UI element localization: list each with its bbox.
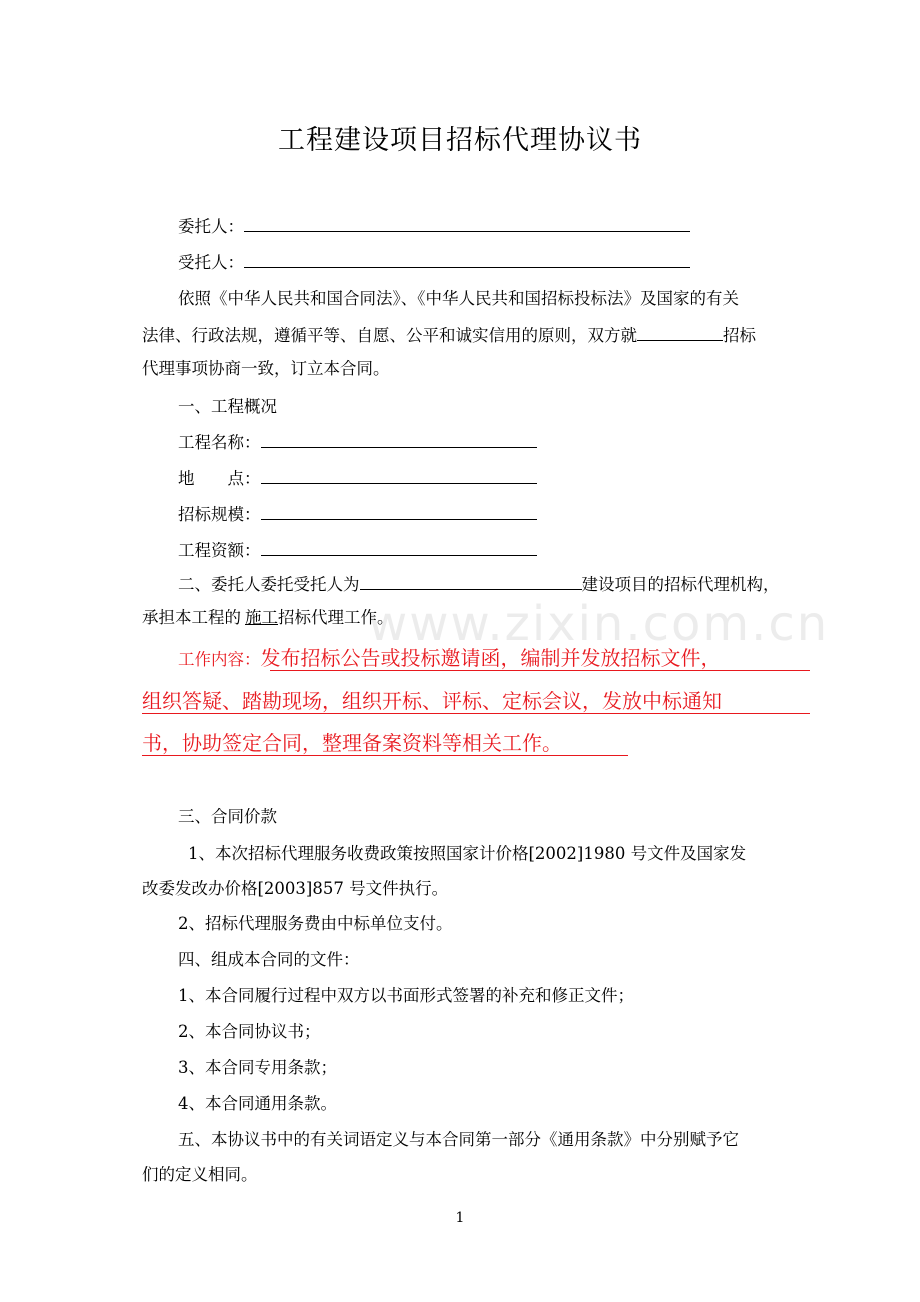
agent-label: 受托人： — [178, 253, 244, 272]
section5-line-1: 五、本协议书中的有关词语定义与本合同第一部分《通用条款》中分别赋予它 — [178, 1130, 739, 1149]
section2-line-1 — [178, 572, 780, 596]
agent-line — [178, 250, 690, 274]
tender-type-value: 施工 — [245, 608, 278, 627]
section4-item-2: 2、本合同协议书； — [178, 1022, 321, 1041]
scale-blank[interactable] — [261, 502, 537, 520]
agent-blank[interactable] — [244, 250, 690, 268]
section5-line-2: 们的定义相同。 — [142, 1165, 258, 1184]
section2-line-1-before: 二、委托人委托受托人为 — [178, 575, 360, 594]
watermark: www.zixin.com.cn — [368, 596, 830, 652]
section3-item1-line1: 1、本次招标代理服务收费政策按照国家计价格[2002]1980 号文件及国家发 — [188, 844, 747, 863]
section4-item-3: 3、本合同专用条款； — [178, 1058, 337, 1077]
section2-line-2-after: 招标代理工作。 — [278, 608, 394, 627]
section4-item-1: 1、本合同履行过程中双方以书面形式签署的补充和修正文件； — [178, 986, 634, 1005]
section4-heading: 四、组成本合同的文件： — [178, 950, 360, 969]
preamble-line-3: 代理事项协商一致，订立本合同。 — [142, 359, 390, 378]
preamble-line-2-before: 法律、行政法规，遵循平等、自愿、公平和诚实信用的原则，双方就 — [142, 326, 637, 345]
preamble-line-2 — [142, 323, 756, 347]
client-line — [178, 214, 690, 238]
section4-item-4: 4、本合同通用条款。 — [178, 1094, 337, 1113]
work-line-3: 书，协助签定合同，整理备案资料等相关工作。 — [142, 731, 562, 755]
scale-line — [178, 502, 537, 526]
document-title: 工程建设项目招标代理协议书 — [278, 125, 642, 156]
scale-label: 招标规模： — [178, 505, 261, 524]
funding-blank[interactable] — [261, 538, 537, 556]
section3-item1-line2: 改委发改办价格[2003]857 号文件执行。 — [142, 879, 449, 898]
section2-line-2-before: 承担本工程的 — [142, 608, 241, 627]
project-name-label: 工程名称： — [178, 433, 261, 452]
funding-label: 工程资额： — [178, 541, 261, 560]
matter-blank[interactable] — [637, 323, 723, 341]
preamble-line-2-after: 招标 — [723, 326, 756, 345]
project-name-blank[interactable] — [261, 430, 537, 448]
work-underline-3 — [142, 755, 628, 756]
project-name-line — [178, 430, 537, 454]
preamble-line-1: 依照《中华人民共和国合同法》、《中华人民共和国招标投标法》及国家的有关 — [178, 289, 739, 308]
section3-heading: 三、合同价款 — [178, 807, 277, 826]
work-underline-2 — [142, 713, 810, 714]
section2-line-1-after: 建设项目的招标代理机构， — [581, 575, 780, 594]
work-label: 工作内容： — [178, 650, 261, 669]
project-blank[interactable] — [360, 572, 582, 590]
location-blank[interactable] — [261, 466, 537, 484]
work-line-1-text: 发布招标公告或投标邀请函，编制并发放招标文件， — [260, 646, 721, 670]
client-blank[interactable] — [244, 214, 690, 232]
section3-item2: 2、招标代理服务费由中标单位支付。 — [178, 914, 453, 933]
page-number: 1 — [455, 1210, 465, 1226]
client-label: 委托人： — [178, 217, 244, 236]
funding-line — [178, 538, 537, 562]
location-label: 地 点： — [178, 469, 261, 488]
section2-line-2 — [142, 607, 394, 629]
work-line-2: 组织答疑、踏勘现场，组织开标、评标、定标会议，发放中标通知 — [142, 689, 722, 713]
section1-heading: 一、工程概况 — [178, 397, 277, 416]
work-underline-1 — [270, 670, 810, 671]
location-line — [178, 466, 537, 490]
